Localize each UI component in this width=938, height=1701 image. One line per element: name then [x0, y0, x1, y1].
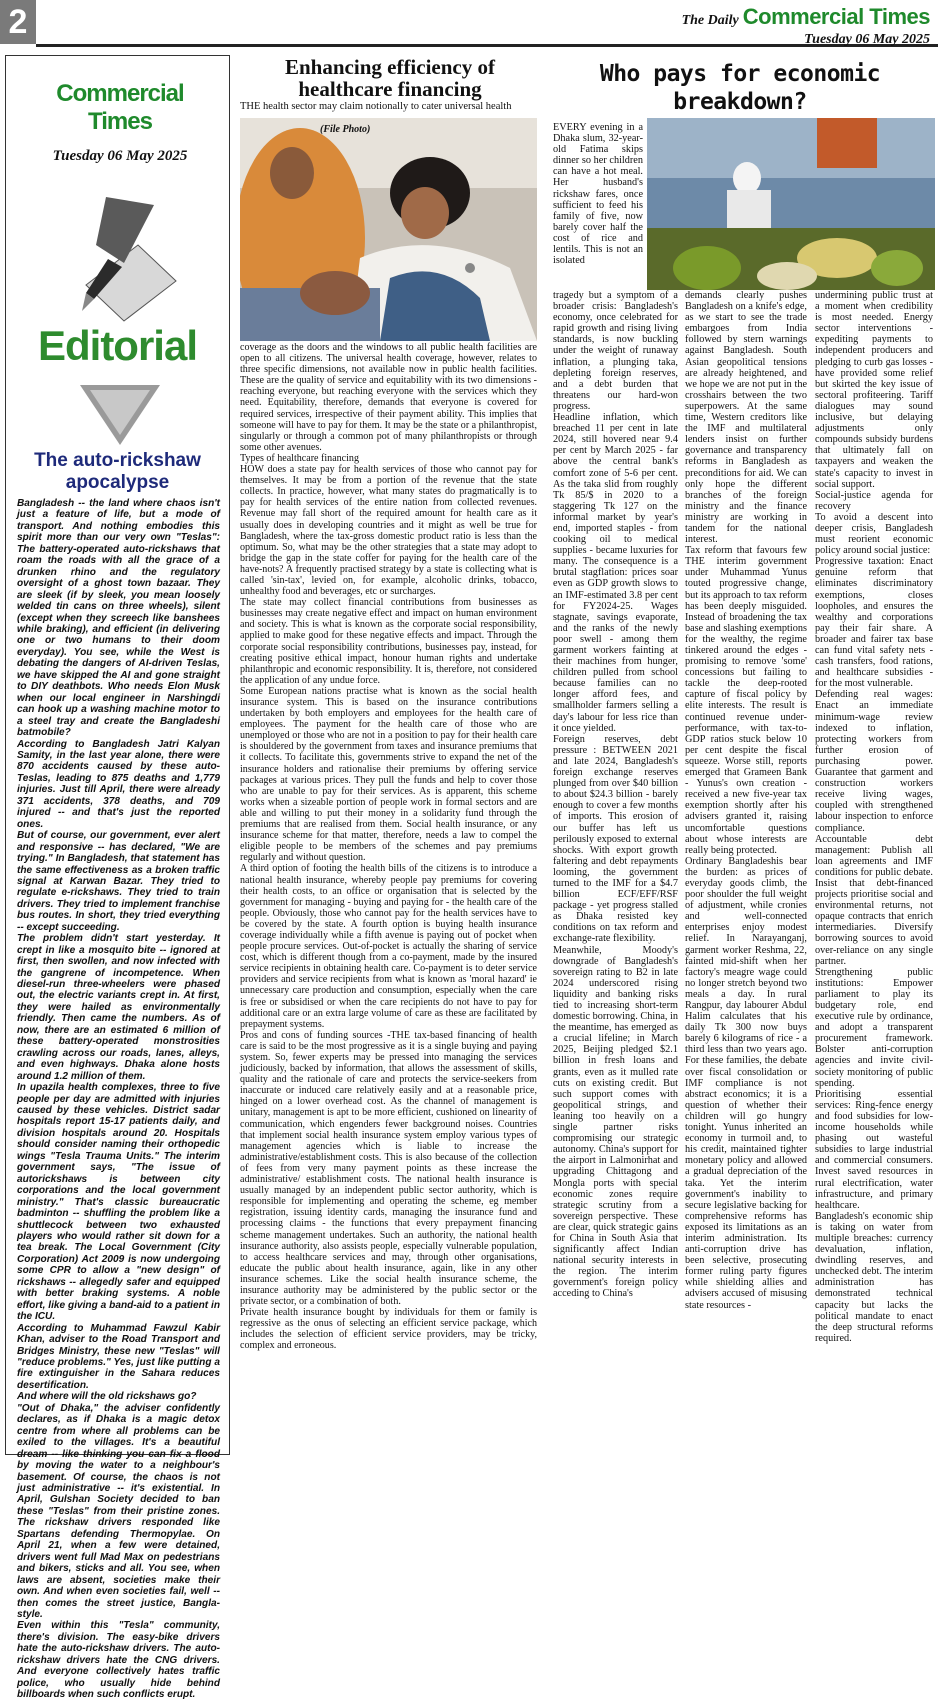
- article2-column-1-top: [553, 122, 643, 266]
- article2-paragraph: Tax reform that favours few THE interim government under Muhammad Yunus touted progressive change, but its approach to tax reform has been deeply misguided. Instead of broadening the tax base and slashing exemptions for the wealthy, the regime tinkered around the edges - promising to remove 'some' concessions but failing to tackle the deep-rooted capture of fiscal policy by elite interests. The result is continued revenue under-performance, with tax-to-GDP ratios stuck below 10 per cent despite the fiscal squeeze. Worse still, reports emerged that Grameen Bank - Yunus's own creation - received a new five-year tax exemption shortly after his advisers granted it, raising uncomfortable questions about whose interests are really being protected.: [685, 545, 807, 856]
- article2-paragraph: Bangladesh's economic ship is taking on water from multiple breaches: currency devaluation, inflation, dwindling reserves, and unchecked debt. The interim administration has demonstrated technical capacity but lacks the political mandate to enact the deep structural reforms required.: [815, 1210, 933, 1344]
- article1-paragraph: Pros and cons of funding sources -THE tax-based financing of health care is said to be the most progressive as it is a single buying and paying system. So, fewer experts may be pressed into managing the services judiciously, backed by information, that allows the assessment of skills, quality and the rationale of care and protects the service-seekers from inaccurate or induced care relatively easily and at a reasonable price, hinged on a lower overhead cost. As the channel of management is unitary, management is apt to be more efficient, cushioned on linearity of communication, which engenders fewer background noises. Countries that implement social health insurance system employ various types of management agencies which is liable to increase the administrative/establishment costs. This is also because of the collection of fees from very many payment points as these increase the administrative/ establishment costs. The national health insurance is usually managed by an independent public sector authority, which is responsible for implementing and operating the scheme, eg member registration, issuing identity cards, managing the insurance fund and processing claims - the functions that every prepayment financing scheme management undertakes. Such an authority, the national health insurance authority, also assists people, especially vulnerable population, to access healthcare services and may, through other organisations, educate the public about health insurance, again, like in any other insurance schemes. Like the social health insurance scheme, the insurance authority may be administered by the public sector or the private sector, or a combination of both.: [240, 1029, 537, 1308]
- article2-paragraph: Ordinary Bangladeshis bear the burden: as prices of everyday goods climb, the poor shoulder the full weight of adjustment, while cronies and well-connected enterprises enjoy modest relief. In Narayanganj, garment worker Reshma, 22, fainted mid-shift when her factory's meagre wage could no longer stretch beyond two meals a day. In rural Rangpur, day labourer Abdul Halim calculates that his daily Tk 300 now buys barely 6 kilograms of rice - a third less than two years ago. For these families, the debate over fiscal consolidation or IMF compliance is not abstract economics; it is a question of whether their children will go hungry tonight. Yunus inherited an economy in turmoil and, to his credit, maintained tighter monetary policy and allowed a gradual depreciation of the taka. Yet the interim government's inability to secure legislative backing for comprehensive reforms has exposed its limitations as an interim administration. Its anti-corruption drive has been selective, prosecuting former ruling party figures while shielding allies and advisers accused of misusing state resources -: [685, 855, 807, 1311]
- masthead-name: Commercial Times: [742, 4, 930, 29]
- article2-paragraph: Foreign reserves, debt pressure : BETWEEN 2021 and late 2024, Bangladesh's foreign exchange reserves plunged from over $40 billion to about $24.3 billion - barely enough to cover a few months of imports. This erosion of our buffer has left us perilously exposed to external shocks. With export growth faltering and debt repayments looming, the government turned to the IMF for a $4.7 billion ECF/EFF/RSF package - yet progress stalled as Dhaka resisted key conditions on tax reform and exchange-rate flexibility.: [553, 733, 678, 945]
- article2-paragraph: tragedy but a symptom of a broader crisis: Bangladesh's economy, once celebrated for rapid growth and rising living standards, is now buckling under the weight of runaway inflation, a plunging taka, depleting foreign reserves, and a debt burden that threatens our hard-won progress.: [553, 290, 678, 412]
- editorial-paragraph: Even within this "Tesla" community, there's division. The easy-bike drivers hate the auto-rickshaw drivers. The auto-rickshaw drivers hate the CNG drivers. And everyone collectively hates traffic police, who usually hide behind billboards when such conflicts erupt.: [17, 1620, 220, 1701]
- editorial-paragraph: The problem didn't start yesterday. It crept in like a mosquito bite -- ignored at first, then swollen, and now infected with the gangrene of incompetence. When diesel-run three-wheelers were phased out, the electric variants crept in. At first, they were hailed as environmentally friendly. Then came the numbers. As of now, there are an estimated 6 million of these battery-operated monstrosities crawling across our roads, lanes, alleys, and even highways. Dhaka alone hosts around 1.2 million of them.: [17, 933, 220, 1082]
- article2-paragraph: Prioritising essential services: Ring-fence energy and food subsidies for low-income households while phasing out wasteful subsidies to large industrial and commercial consumers. Invest saved resources in rural electrification, water infrastructure, and primary healthcare.: [815, 1088, 933, 1211]
- article2-paragraph: Accountable debt management: Publish all loan agreements and IMF conditions for public debate. Insist that debt-financed projects prioritise social and environmental returns, not opaque contracts that enrich intermediaries. Diversify borrowing sources to avoid over-reliance on any single partner.: [815, 833, 933, 967]
- article2-paragraph: demands clearly pushes Bangladesh on a knife's edge, as we start to see the trade embargoes from India followed by stern warnings against Bangladesh. South Asian geopolitical tensions are already heightened, and we hope we are not put in the crosshairs between the two superpowers. At the same time, Western creditors like the IMF and multilateral lenders insist on further governance and transparency reforms in Bangladesh as preconditions for aid. We can only hope the different branches of the foreign ministry and the finance ministry are working in tandem for the national interest.: [685, 290, 807, 546]
- editorial-body: [17, 498, 220, 1701]
- masthead: [682, 4, 930, 48]
- photo-caption: (File Photo): [320, 124, 371, 135]
- editorial-paragraph: In upazila health complexes, three to five people per day are admitted with injuries caused by these vehicles. District sadar hospitals report 15-17 patients daily, and division hospitals around 20. Hospitals should consider naming their orthopedic wings "Tesla Trauma Units." The interim government says, "The issue of autorickshaws is between city corporations and the local government ministry." That's classic bureaucratic badminton -- shuffling the problem like a shuttlecock between two exhausted players who would rather sit down for a tea break. The Local Government (City Corporation) Act 2009 is now undergoing some CPR to allow a "new design" of rickshaws -- allegedly safer and equipped with better braking systems. A noble effort, like giving a band-aid to a patient in the ICU.: [17, 1082, 220, 1323]
- article2-paragraph: Defending real wages: Enact an immediate minimum-wage review indexed to inflation, protecting workers from further erosion of purchasing power. Guarantee that garment and construction workers receive living wages, coupled with strengthened labour inspection to enforce compliance.: [815, 689, 933, 834]
- editorial-paragraph: "Out of Dhaka," the adviser confidently declares, as if Dhaka is a magic detox centre from where all problems can be exiled to the villages. It's a beautiful dream -- like thinking you can fix a flood by moving the water to a neighbour's basement. Of course, the chaos is not just administrative -- it's existential. In April, Gulshan Society decided to ban these "Teslas" from their pristine zones. The rickshaw drivers responded like Spartans defending Thermopylae. On April 21, when a few were detained, drivers went full Mad Max on pedestrians and bikers, sticks and all. You see, when laws are absent, societies make their own. And when even societies fail, well -- then comes the street justice, Bangla-style.: [17, 1402, 220, 1620]
- article1-paragraph: coverage as the doors and the windows to all public health facilities are open to all citizens. The universal health coverage, however, relates to three specific dimensions, not available now in public health facilities. These are the quality of service and equitability with its two dimensions - reaching everyone, but reaching everyone with the services which they need. Equitability, therefore, demands that everyone is covered for required services, irrespective of their payment ability. This implies that someone will have to pay for them. It may be the state or a philanthropist, singularly or through a common pot of many philanthropists or through some other avenues.: [240, 342, 537, 453]
- down-arrow-icon: [75, 380, 165, 450]
- article1-paragraph: Some European nations practise what is known as the social health insurance system. This is based on the insurance contributions undertaken by both employers and employees for the health care of employees. The payment for the health care of those who are unemployed or those who are not in a position to pay for their health care is shouldered by the government from taxes and insurance premiums that it collects. To facilitate this, governments strive to expand the net of the insurance holders and rationalise their premiums by offering service packages at various prices. They pull the funds and help to cover those who are unable to pay for their services. As is apparent, this scheme works when a sizeable portion of people work in formal sectors and are able and willing to put their money in a solidarity fund through the premiums that are realised from them. Social health insurance, or any insurance scheme for that matter, therefore, needs a law to compel the eligible people to be members of the schemes and pay premiums regularly and without question.: [240, 685, 537, 864]
- editorial-title: The auto-rickshaw apocalypse: [34, 450, 201, 493]
- fountain-pen-icon: [58, 185, 188, 335]
- masthead-daily: The Daily: [681, 13, 739, 28]
- article2-column-2: [685, 290, 807, 1311]
- article1-subhead: Types of healthcare financing: [240, 452, 359, 464]
- article1-paragraph: The state may collect financial contributions from businesses as businesses may create negative effect and impact on human environment and society. This is what is known as the corporate social responsibility, applied to make good for these negative effects and impact. Through the corporate social responsibility contributions, businesses pay, instead, for creating positive ethical impact, honour human rights and undertake philanthropic and economic responsibility. It is, therefore, not considered the application of any undue force.: [240, 597, 537, 686]
- article1-paragraph: A third option of footing the health bills of the citizens is to introduce a national health insurance, whereby people pay premiums for covering their health costs, to an office or organisation that is selected by the government for managing - buying and paying for - the health care of the people. Obviously, those who cannot pay for the health services have to be covered by the state. A fourth option is buying health insurance coverage individually while a fifth avenue is paying out of pocket when people procure services. Out-of-pocket is actually the sharing of service cost, which is different though from a co-payment, made by the insured service recipients in obtaining health care. Co-payment is to deter service providers and service recipients from what is known as 'moral hazard' ie unnecessary care production and consumption, especially when the care is free or subsidised or when the care recipients do not have to pay for additional care or an extra large volume of care as these are facilitated by prepayment systems.: [240, 863, 537, 1030]
- editorial-label: Editorial: [37, 322, 198, 369]
- article2-paragraph: Meanwhile, Moody's downgrade of Bangladesh's sovereign rating to B2 in late 2024 underscored rising liquidity and banking risks tied to increasing short-term domestic borrowing. China, in the meantime, has emerged as a crucial lifeline; in March 2025, Beijing pledged $2.1 billion in fresh loans and grants, even as it mulled rate cuts on existing credit. But such support comes with geopolitical strings, and leaning too heavily on a single partner risks compromising our strategic autonomy. China's support for the airport in Lalmonirhat and upgrading Chittagong and Mongla ports with special economic zones require strategic scrutiny from a sovereign perspective. These are clear, quick strategic gains for China in South Asia that significantly affect Indian national security interests in the region. The interim government's foreign policy acceding to China's: [553, 944, 678, 1300]
- page-number: 2: [0, 0, 36, 44]
- editorial-paragraph: Bangladesh -- the land where chaos isn't just a feature of life, but a mode of transport. And nothing embodies this spirit more than our very own "Teslas": The battery-operated auto-rickshaws that roam the roads with all the grace of a drunken rhino and the regulatory oversight of a ghost town bazaar. They are sleek (if by sleek, you mean loosely welded tin cans on three wheels), silent (except when they screech like banshees while braking), and efficient (in delivering one or two humans to their doom everyday). You see, while the West is debating the dangers of AI-driven Teslas, we have skipped the AI and gone straight to DIY deathbots. Who needs Elon Musk when our local engineer in Narshingdi can hook up a washing machine motor to a steel tray and create the Bangladeshi batmobile?: [17, 498, 220, 739]
- article1-paragraph: HOW does a state pay for health services of those who cannot pay for themselves. It may be from a portion of the revenue that the state collects. In practice, however, what many states do pragmatically is to pay for health services of the entire nation from collected revenues. Revenue may fall short of the required amount for health care as it usually does in developing countries and it might as well be true for Bangladesh, where the tax-gross domestic product ratio is less than the optimum. So, what may be the other strategies that a state may adopt to bridge the gap in the state coffer for paying for the health care of the have-nots? A frequently practised strategy by a state is collecting what is called 'sin-tax', levied on, for example, alcoholic drinks, tobacco, unhealthy food and beverages, etc or surcharges.: [240, 464, 537, 598]
- editorial-date: Tuesday 06 May 2025: [52, 148, 188, 164]
- hospital-photo: [240, 118, 537, 341]
- editorial-paragraph: But of course, our government, ever alert and responsive -- has declared, "We are trying." In Bangladesh, that statement has the same effectiveness as a broken traffic signal at Karwan Bazar. They tried to regulate e-rickshaws. They tried to train drivers. They tried to implement franchise bus routes. In short, they tried everything -- except succeeding.: [17, 830, 220, 933]
- article2-paragraph: To avoid a descent into deeper crisis, Bangladesh must reorient economic policy around social justice:: [815, 511, 933, 557]
- article2-paragraph: undermining public trust at a moment when credibility is most needed. Energy sector interventions - expediting payments to independent producers and pledging to curb gas losses - have provided some relief but skirted the key issue of sectoral profiteering. Tariff dialogues may sound inclusive, but delaying adjustments only compounds subsidy burdens that ultimately fall on taxpayers and weaken the state's capacity to invest in social support.: [815, 290, 933, 490]
- masthead-date: Tuesday 06 May 2025: [804, 32, 930, 47]
- editorial-paragraph: According to Muhammad Fawzul Kabir Khan, adviser to the Road Transport and Bridges Ministry, these new "Teslas" will "reduce problems." Yes, just like putting a fire extinguisher in the Sahara reduces desertification.: [17, 1322, 220, 1391]
- article2-paragraph: Progressive taxation: Enact genuine reform that eliminates discriminatory exemptions, closes loopholes, and ensures the wealthy and corporations pay their fair share. A broader and fairer tax base can fund vital safety nets - cash transfers, food rations, and healthcare subsidies - for the most vulnerable.: [815, 556, 933, 690]
- market-photo: [647, 118, 935, 290]
- article2-column-3: [815, 290, 933, 1344]
- article2-headline: Who pays for economic breakdown?: [599, 61, 881, 115]
- editorial-paragraph: According to Bangladesh Jatri Kalyan Samity, in the last year alone, there were 870 accidents caused by these auto-Teslas, leading to 875 deaths and 1,779 injuries. Just till April, there were already 371 accidents, 378 deaths, and 709 injured -- and that's just the reported ones.: [17, 738, 220, 830]
- article1-lead: THE health sector may claim notionally to cater universal health: [240, 101, 512, 112]
- article2-paragraph: EVERY evening in a Dhaka slum, 32-year-old Fatima skips dinner so her children can have a hot meal. Her husband's rickshaw fares, once sufficient to feed his family of five, now barely cover half the cost of rice and lentils. This is not an isolated: [553, 122, 643, 267]
- article2-column-1: [553, 290, 678, 1300]
- article2-subhead: Social-justice agenda for recovery: [815, 489, 933, 512]
- article1-headline: Enhancing efficiency of healthcare financing: [285, 55, 495, 101]
- editorial-paragraph: And where will the old rickshaws go?: [17, 1391, 197, 1403]
- article2-paragraph: Strengthening public institutions: Empower parliament to play its budgetary role, end executive rule by ordinance, and adopt a transparent procurement framework. Bolster anti-corruption agencies and invite civil-society monitoring of public spending.: [815, 966, 933, 1089]
- article1-body: [240, 342, 537, 1352]
- article1-paragraph: Private health insurance bought by individuals for them or family is regressive as the onus of selecting an efficient service package, which includes the selection of efficient service providers, may be tricky, complex and erroneous.: [240, 1307, 537, 1352]
- editorial-logo: Commercial Times: [56, 80, 184, 135]
- article2-paragraph: Headline inflation, which breached 11 per cent in late 2024, still hovered near 9.4 per cent by March 2025 - far above the central bank's comfort zone of 5-6 per cent. As the taka slid from roughly Tk 85/$ in 2020 to a staggering Tk 127 on the informal market by year's end, imported staples - from cooking oil to medical supplies - became luxuries for many. The consequence is a brutal stagflation: prices soar even as GDP growth slows to an IMF-estimated 3.8 per cent for FY2024-25. Wages stagnate, savings evaporate, and the ranks of the newly poor swell - among them garment workers fainting at their machines from hunger, children pulled from school because families can no longer afford fees, and smallholder farmers selling a day's labour for less rice than it once yielded.: [553, 412, 678, 734]
